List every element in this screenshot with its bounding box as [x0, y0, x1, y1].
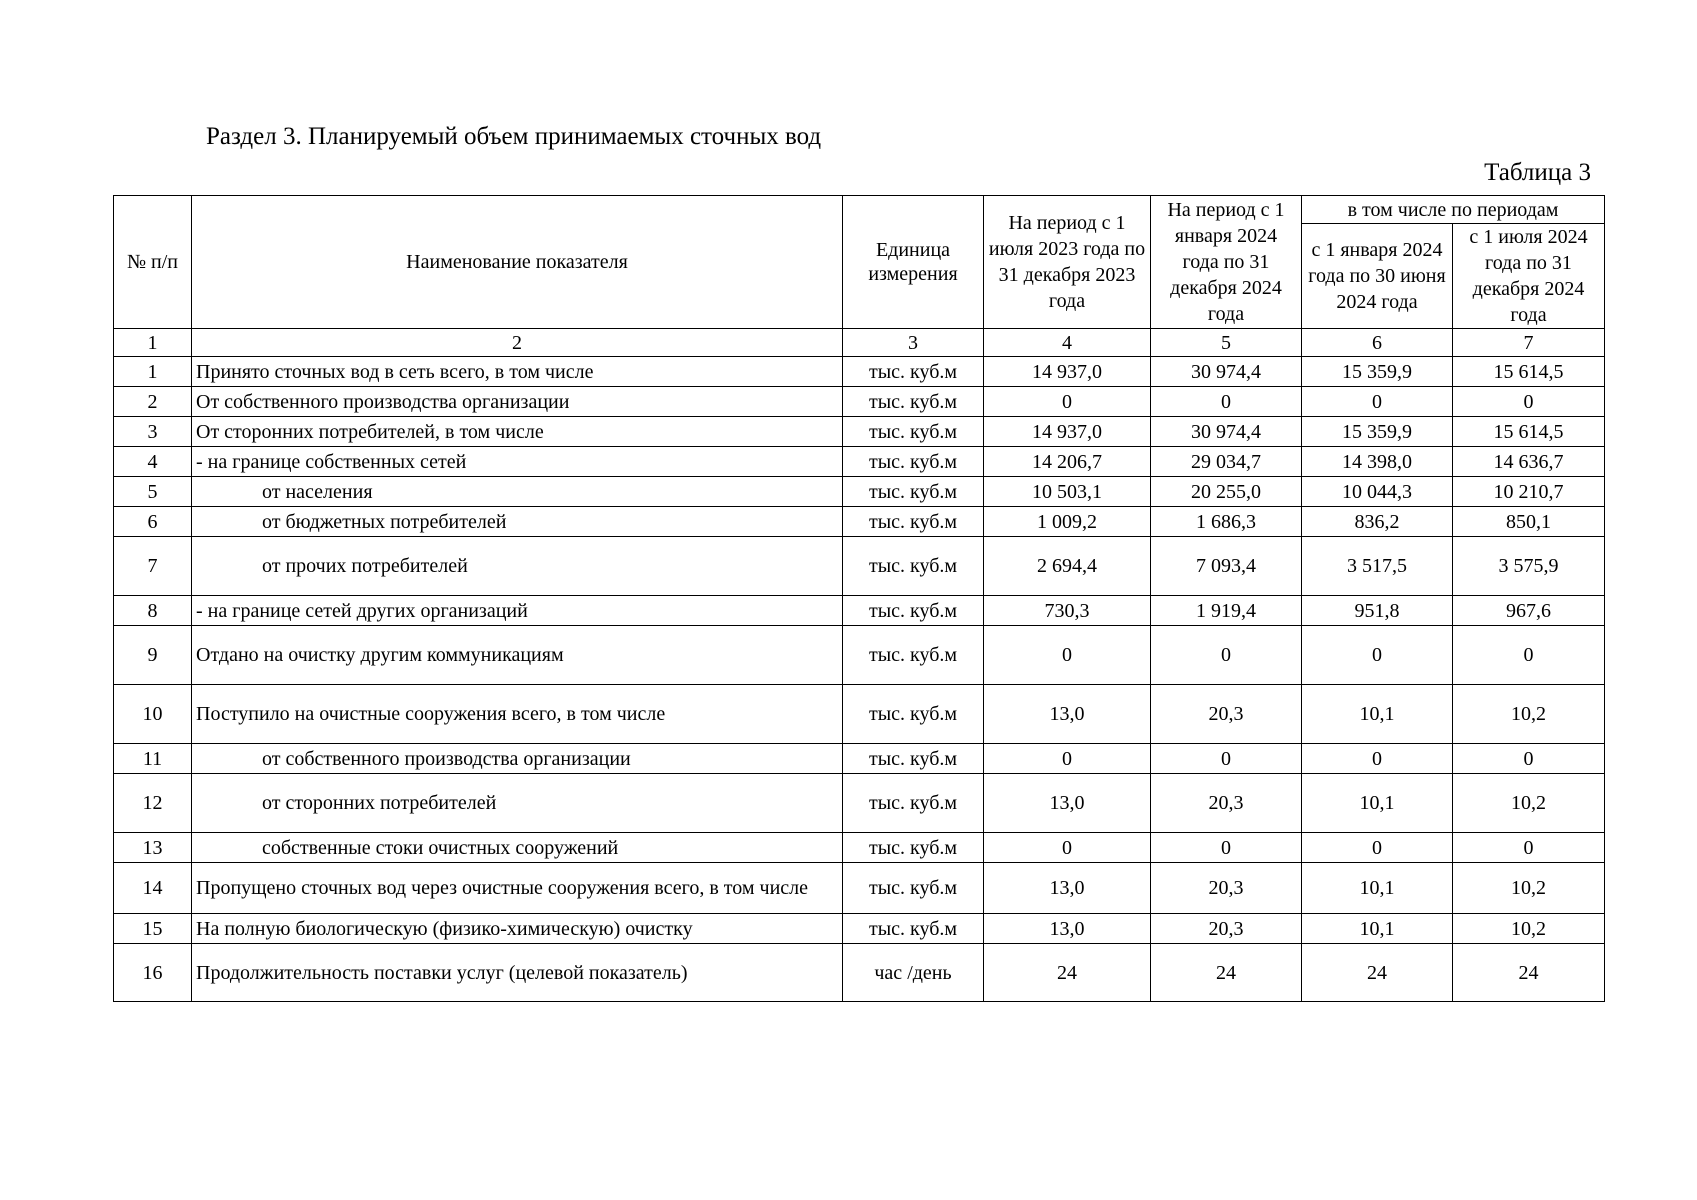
unit-cell: тыс. куб.м	[843, 774, 984, 833]
value-half-2: 3 575,9	[1453, 537, 1605, 596]
indicator-name: Продолжительность поставки услуг (целевой показатель)	[192, 944, 843, 1002]
value-period-2023: 730,3	[984, 596, 1151, 626]
value-period-2024: 1 686,3	[1151, 507, 1302, 537]
value-half-2: 967,6	[1453, 596, 1605, 626]
value-half-2: 0	[1453, 626, 1605, 685]
value-period-2023: 1 009,2	[984, 507, 1151, 537]
table-row	[114, 387, 1605, 417]
unit-cell: тыс. куб.м	[843, 537, 984, 596]
table-row	[114, 537, 1605, 596]
value-period-2023: 14 937,0	[984, 417, 1151, 447]
unit-cell: тыс. куб.м	[843, 387, 984, 417]
row-number: 1	[114, 357, 192, 387]
value-period-2024: 7 093,4	[1151, 537, 1302, 596]
table-body	[114, 329, 1605, 1002]
value-period-2024: 1 919,4	[1151, 596, 1302, 626]
indicator-name: - на границе собственных сетей	[192, 447, 843, 477]
table-row	[114, 774, 1605, 833]
header-name: Наименование показателя	[192, 196, 843, 329]
value-period-2024: 24	[1151, 944, 1302, 1002]
header-sub-group: в том числе по периодам	[1302, 196, 1605, 224]
header-period-2024: На период с 1 января 2024 года по 31 декабря 2024 года	[1151, 196, 1302, 329]
row-number: 9	[114, 626, 192, 685]
value-half-1: 0	[1302, 387, 1453, 417]
column-number: 7	[1453, 329, 1605, 357]
value-half-1: 10,1	[1302, 863, 1453, 914]
indicator-name: от собственного производства организации	[192, 744, 843, 774]
value-period-2023: 14 937,0	[984, 357, 1151, 387]
unit-cell: тыс. куб.м	[843, 596, 984, 626]
value-period-2024: 20,3	[1151, 685, 1302, 744]
value-half-1: 10,1	[1302, 685, 1453, 744]
value-period-2024: 30 974,4	[1151, 417, 1302, 447]
indicator-name: от прочих потребителей	[192, 537, 843, 596]
value-half-1: 10,1	[1302, 914, 1453, 944]
row-number: 16	[114, 944, 192, 1002]
table-row	[114, 863, 1605, 914]
unit-cell: тыс. куб.м	[843, 744, 984, 774]
indicator-name: собственные стоки очистных сооружений	[192, 833, 843, 863]
indicator-name: От сторонних потребителей, в том числе	[192, 417, 843, 447]
value-half-2: 14 636,7	[1453, 447, 1605, 477]
value-period-2023: 0	[984, 387, 1151, 417]
value-half-1: 15 359,9	[1302, 417, 1453, 447]
column-number: 1	[114, 329, 192, 357]
value-half-1: 15 359,9	[1302, 357, 1453, 387]
table-row	[114, 596, 1605, 626]
value-half-2: 10,2	[1453, 863, 1605, 914]
column-number: 2	[192, 329, 843, 357]
value-period-2024: 20,3	[1151, 774, 1302, 833]
value-period-2024: 20,3	[1151, 863, 1302, 914]
unit-cell: тыс. куб.м	[843, 357, 984, 387]
table-label: Таблица 3	[1484, 159, 1591, 186]
header-half-1: с 1 января 2024 года по 30 июня 2024 года	[1302, 224, 1453, 329]
row-number: 10	[114, 685, 192, 744]
value-half-1: 0	[1302, 833, 1453, 863]
table-row	[114, 626, 1605, 685]
table-row	[114, 914, 1605, 944]
value-period-2023: 10 503,1	[984, 477, 1151, 507]
indicator-name: Пропущено сточных вод через очистные сооружения всего, в том числе	[192, 863, 843, 914]
value-period-2024: 20 255,0	[1151, 477, 1302, 507]
value-half-1: 951,8	[1302, 596, 1453, 626]
unit-cell: тыс. куб.м	[843, 863, 984, 914]
indicator-name: от бюджетных потребителей	[192, 507, 843, 537]
section-title: Раздел 3. Планируемый объем принимаемых сточных вод	[206, 123, 822, 150]
column-number: 3	[843, 329, 984, 357]
value-period-2023: 14 206,7	[984, 447, 1151, 477]
value-period-2023: 2 694,4	[984, 537, 1151, 596]
value-half-1: 0	[1302, 626, 1453, 685]
unit-cell: тыс. куб.м	[843, 507, 984, 537]
value-half-1: 0	[1302, 744, 1453, 774]
row-number: 5	[114, 477, 192, 507]
row-number: 14	[114, 863, 192, 914]
column-number: 6	[1302, 329, 1453, 357]
value-period-2023: 0	[984, 833, 1151, 863]
value-period-2024: 20,3	[1151, 914, 1302, 944]
row-number: 4	[114, 447, 192, 477]
row-number: 8	[114, 596, 192, 626]
value-half-2: 10,2	[1453, 914, 1605, 944]
unit-cell: тыс. куб.м	[843, 685, 984, 744]
row-number: 2	[114, 387, 192, 417]
value-period-2023: 24	[984, 944, 1151, 1002]
value-half-1: 10 044,3	[1302, 477, 1453, 507]
table-row	[114, 833, 1605, 863]
value-half-2: 0	[1453, 833, 1605, 863]
value-half-1: 3 517,5	[1302, 537, 1453, 596]
indicator-name: Отдано на очистку другим коммуникациям	[192, 626, 843, 685]
table-row	[114, 507, 1605, 537]
unit-cell: тыс. куб.м	[843, 914, 984, 944]
header-unit: Единица измерения	[843, 196, 984, 329]
row-number: 6	[114, 507, 192, 537]
wastewater-volume-table	[113, 195, 1605, 1002]
value-period-2024: 0	[1151, 744, 1302, 774]
table-row	[114, 357, 1605, 387]
row-number: 12	[114, 774, 192, 833]
value-half-2: 10,2	[1453, 685, 1605, 744]
value-half-1: 836,2	[1302, 507, 1453, 537]
value-period-2024: 0	[1151, 387, 1302, 417]
unit-cell: тыс. куб.м	[843, 626, 984, 685]
value-period-2023: 0	[984, 626, 1151, 685]
table-row	[114, 447, 1605, 477]
value-period-2024: 30 974,4	[1151, 357, 1302, 387]
row-number: 13	[114, 833, 192, 863]
value-half-2: 0	[1453, 744, 1605, 774]
table-row	[114, 685, 1605, 744]
unit-cell: час /день	[843, 944, 984, 1002]
table-row	[114, 944, 1605, 1002]
value-half-2: 0	[1453, 387, 1605, 417]
indicator-name: - на границе сетей других организаций	[192, 596, 843, 626]
value-period-2023: 13,0	[984, 685, 1151, 744]
value-period-2023: 13,0	[984, 774, 1151, 833]
value-half-2: 15 614,5	[1453, 357, 1605, 387]
unit-cell: тыс. куб.м	[843, 417, 984, 447]
value-half-2: 10,2	[1453, 774, 1605, 833]
value-half-1: 14 398,0	[1302, 447, 1453, 477]
value-period-2024: 0	[1151, 833, 1302, 863]
row-number: 11	[114, 744, 192, 774]
indicator-name: От собственного производства организации	[192, 387, 843, 417]
value-period-2024: 0	[1151, 626, 1302, 685]
indicator-name: Принято сточных вод в сеть всего, в том числе	[192, 357, 843, 387]
row-number: 7	[114, 537, 192, 596]
value-half-2: 15 614,5	[1453, 417, 1605, 447]
indicator-name: На полную биологическую (физико-химическую) очистку	[192, 914, 843, 944]
unit-cell: тыс. куб.м	[843, 477, 984, 507]
header-half-2: с 1 июля 2024 года по 31 декабря 2024 года	[1453, 224, 1605, 329]
column-number: 5	[1151, 329, 1302, 357]
value-period-2023: 13,0	[984, 863, 1151, 914]
unit-cell: тыс. куб.м	[843, 447, 984, 477]
value-period-2023: 0	[984, 744, 1151, 774]
value-half-2: 850,1	[1453, 507, 1605, 537]
row-number: 3	[114, 417, 192, 447]
indicator-name: от населения	[192, 477, 843, 507]
unit-cell: тыс. куб.м	[843, 833, 984, 863]
value-half-2: 24	[1453, 944, 1605, 1002]
value-period-2024: 29 034,7	[1151, 447, 1302, 477]
header-num: № п/п	[114, 196, 192, 329]
table-header	[114, 196, 1605, 329]
header-period-2023: На период с 1 июля 2023 года по 31 декабря 2023 года	[984, 196, 1151, 329]
column-number: 4	[984, 329, 1151, 357]
value-half-1: 10,1	[1302, 774, 1453, 833]
row-number: 15	[114, 914, 192, 944]
indicator-name: Поступило на очистные сооружения всего, в том числе	[192, 685, 843, 744]
table-row	[114, 744, 1605, 774]
value-half-2: 10 210,7	[1453, 477, 1605, 507]
value-period-2023: 13,0	[984, 914, 1151, 944]
column-number-row	[114, 329, 1605, 357]
table-row	[114, 417, 1605, 447]
value-half-1: 24	[1302, 944, 1453, 1002]
table-row	[114, 477, 1605, 507]
indicator-name: от сторонних потребителей	[192, 774, 843, 833]
